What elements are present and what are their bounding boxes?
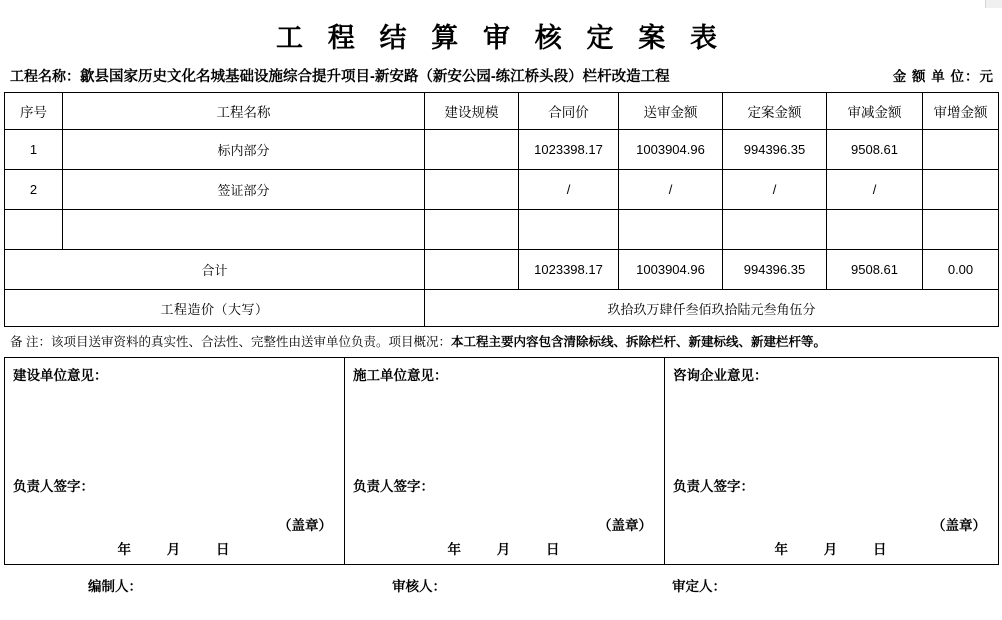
contractor-date-line — [345, 538, 664, 558]
col-header-contract: 合同价 — [519, 93, 619, 130]
cell-name: 标内部分 — [63, 130, 425, 170]
total-submitted: 1003904.96 — [619, 250, 723, 290]
total-contract: 1023398.17 — [519, 250, 619, 290]
col-header-increased: 审增金额 — [923, 93, 999, 130]
total-label: 合计 — [5, 250, 425, 290]
col-header-name: 工程名称 — [63, 93, 425, 130]
signature-column-consultant — [665, 357, 999, 564]
cell-submitted: / — [619, 170, 723, 210]
footer-signatories — [4, 565, 998, 595]
total-reduced: 9508.61 — [827, 250, 923, 290]
cell-reduced: / — [827, 170, 923, 210]
amount-unit-label: 金 额 单 位：元 — [892, 69, 994, 84]
cell-increased — [923, 210, 999, 250]
project-header — [4, 65, 998, 92]
construction-opinion-label: 建设单位意见： — [13, 367, 108, 383]
construction-person-label: 负责人签字： — [13, 478, 94, 494]
note-bold-text: 本工程主要内容包含清除标线、拆除栏杆、新建标线、新建栏杆等。 — [451, 335, 827, 349]
col-header-submitted: 送审金额 — [619, 93, 723, 130]
consultant-date-line — [665, 538, 998, 558]
cell-increased — [923, 130, 999, 170]
note-prefix: 备 注： — [10, 335, 51, 349]
date-day-label: 日 — [216, 541, 232, 557]
note-text: 该项目送审资料的真实性、合法性、完整性由送审单位负责。项目概况： — [50, 335, 451, 349]
table-total-row — [5, 250, 999, 290]
cell-submitted — [619, 210, 723, 250]
contractor-stamp-label: （盖章） — [598, 517, 652, 533]
cell-contract: 1023398.17 — [519, 130, 619, 170]
table-row — [5, 130, 999, 170]
construction-date-line — [5, 538, 344, 558]
capital-amount-value: 玖拾玖万肆仟叁佰玖拾陆元叁角伍分 — [425, 290, 999, 327]
cell-contract: / — [519, 170, 619, 210]
date-month-label: 月 — [496, 541, 513, 557]
signature-column-contractor — [345, 357, 665, 564]
note-line — [4, 327, 998, 357]
cell-scale — [425, 130, 519, 170]
cell-contract — [519, 210, 619, 250]
consultant-opinion-label: 咨询企业意见： — [673, 367, 768, 383]
cell-index — [5, 210, 63, 250]
date-day-label: 日 — [873, 541, 889, 557]
project-name-label: 工程名称： — [10, 68, 80, 84]
scrollbar-artifact — [985, 0, 1002, 8]
date-month-label: 月 — [823, 541, 840, 557]
contractor-opinion-label: 施工单位意见： — [353, 367, 448, 383]
cell-scale — [425, 170, 519, 210]
cell-index: 2 — [5, 170, 63, 210]
col-header-reduced: 审减金额 — [827, 93, 923, 130]
date-day-label: 日 — [546, 541, 562, 557]
signature-table — [4, 357, 999, 565]
cell-reduced: 9508.61 — [827, 130, 923, 170]
settlement-table — [4, 92, 999, 327]
col-header-index: 序号 — [5, 93, 63, 130]
consultant-stamp-label: （盖章） — [932, 517, 986, 533]
total-approved: 994396.35 — [723, 250, 827, 290]
cell-increased — [923, 170, 999, 210]
col-header-approved: 定案金额 — [723, 93, 827, 130]
construction-stamp-label: （盖章） — [278, 517, 332, 533]
date-year-label: 年 — [117, 541, 133, 557]
table-header-row — [5, 93, 999, 130]
cell-name — [63, 210, 425, 250]
signature-column-construction — [5, 357, 345, 564]
cell-index: 1 — [5, 130, 63, 170]
cell-approved — [723, 210, 827, 250]
cell-approved: / — [723, 170, 827, 210]
date-month-label: 月 — [166, 541, 183, 557]
cell-submitted: 1003904.96 — [619, 130, 723, 170]
cell-name: 签证部分 — [63, 170, 425, 210]
capital-amount-label: 工程造价（大写） — [5, 290, 425, 327]
project-name-value: 歙县国家历史文化名城基础设施综合提升项目-新安路（新安公园-练江桥头段）栏杆改造工程 — [80, 69, 670, 85]
table-row — [5, 170, 999, 210]
cell-scale — [425, 210, 519, 250]
page-title: 工 程 结 算 审 核 定 案 表 — [276, 23, 726, 53]
date-year-label: 年 — [447, 541, 463, 557]
total-scale — [425, 250, 519, 290]
consultant-person-label: 负责人签字： — [673, 478, 754, 494]
footer-preparer: 编制人： — [88, 578, 142, 594]
contractor-person-label: 负责人签字： — [353, 478, 434, 494]
cell-approved: 994396.35 — [723, 130, 827, 170]
cell-reduced — [827, 210, 923, 250]
capital-amount-row — [5, 290, 999, 327]
footer-approver: 审定人： — [672, 578, 726, 594]
footer-reviewer: 审核人： — [392, 578, 446, 594]
total-increased: 0.00 — [923, 250, 999, 290]
date-year-label: 年 — [774, 541, 790, 557]
col-header-scale: 建设规模 — [425, 93, 519, 130]
table-row — [5, 210, 999, 250]
